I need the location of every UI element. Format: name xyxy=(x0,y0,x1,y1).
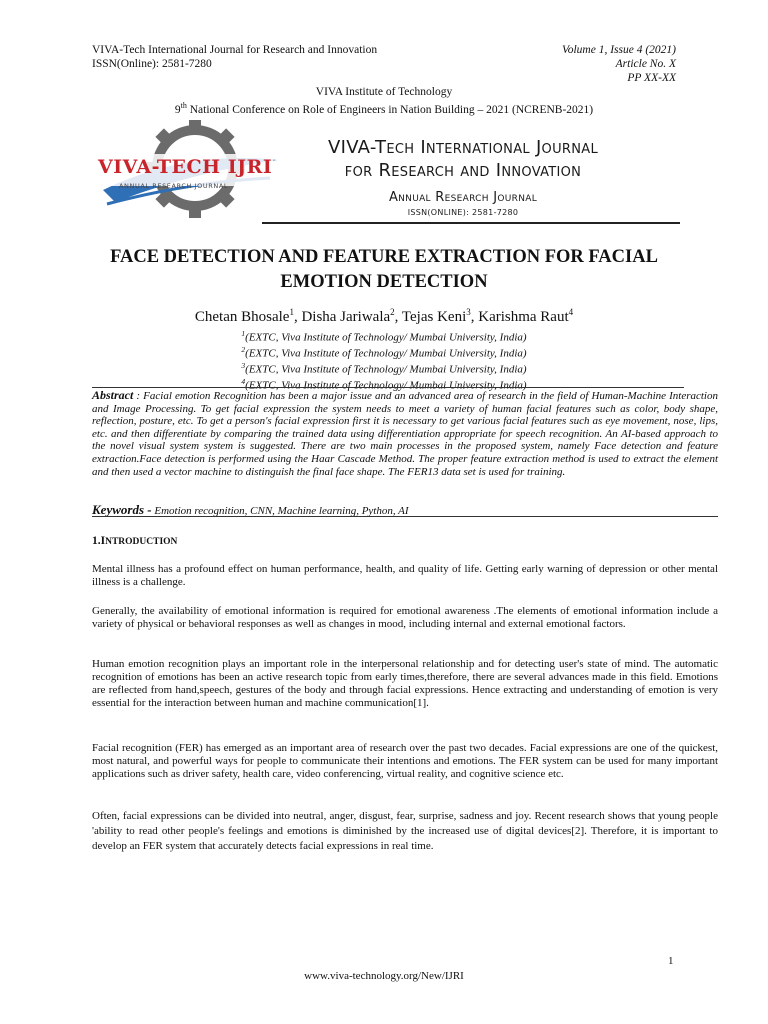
affiliation-line: $^4$(EXTC, Viva Institute of Technology/ Mumbai University, India) xyxy=(241,377,527,393)
keywords-label: Keywords - xyxy=(92,502,152,517)
header-issn: ISSN(Online): 2581-7280 xyxy=(92,58,212,70)
author-list xyxy=(0,307,768,326)
author-affiliation-marker: 1 xyxy=(289,307,294,317)
author-name: Disha Jariwala xyxy=(301,309,391,325)
abstract-bottom-rule xyxy=(92,516,718,517)
author-separator: , xyxy=(470,309,479,325)
abstract-top-rule xyxy=(92,387,684,388)
author-affiliation-marker: 4 xyxy=(568,307,574,317)
journal-logo xyxy=(95,120,285,225)
author-separator: , xyxy=(293,309,302,325)
logo-subtext: ANNUAL RESEARCH JOURNAL xyxy=(119,182,229,190)
abstract-text: : Facial emotion Recognition has been a major issue and an advanced area of research in the field of Human-Machine Interaction and Image Processing. To get facial expression the system needs to meet a variety of human facial features such as color, body shape, reflection, posture, etc. To get a person's facial expression first it is necessary to get various facial features such as eye movement, nose, lips, etc. and then differentiate by comparing the trained data using differentiation appropriate for speech recognition. An AI-based approach to the novel visual system system is suggested. There are two main processes in the proposed system, namely Face detection and feature extraction.Face detection is performed using the Haar Cascade Method. The proper feature extraction method is used to extract the element and then used a vector machine to distinguish the final face shape. The FER13 data set is used for training. xyxy=(92,390,718,478)
intro-paragraph-3: Human emotion recognition plays an important role in the interpersonal relationship and for detecting user's state of mind. The automatic recognition of emotions has been an active research topic from early times,therefore, there are several advances made in this field. Emotions are reflected from hand,speech, gestures of the body and through facial expressions. Hence extracting and understanding of emotion is very essential for the interaction between human and machine communication[1]. xyxy=(92,658,718,709)
header-pages: PP XX-XX xyxy=(627,72,676,84)
intro-paragraph-4: Facial recognition (FER) has emerged as an important area of research over the past two decades. Facial expressions are one of the quickest, most natural, and powerful ways for people to communicate their intentions and emotions. The FER system can be used for many important applications such as driver safety, health care, video conferencing, virtual reality, and cognitive science etc. xyxy=(92,742,718,780)
header-conference: 9th National Conference on Role of Engineers in Nation Building – 2021 (NCRENB-2021) xyxy=(174,101,594,116)
author-separator: , xyxy=(394,309,402,325)
banner-title-line2: for Research and Innovation xyxy=(344,160,582,181)
header-article: Article No. X xyxy=(615,58,676,70)
banner-issn: ISSN(ONLINE): 2581-7280 xyxy=(407,208,519,217)
banner-divider xyxy=(262,222,680,224)
author-name: Chetan Bhosale xyxy=(194,309,290,325)
author-affiliation-marker: 3 xyxy=(466,307,471,317)
affiliation-line: $^1$(EXTC, Viva Institute of Technology/ Mumbai University, India) xyxy=(241,329,527,344)
affiliation-line: $^3$(EXTC, Viva Institute of Technology/ Mumbai University, India) xyxy=(241,361,527,376)
affiliation-line: $^2$(EXTC, Viva Institute of Technology/ Mumbai University, India) xyxy=(241,345,527,360)
header-institute: VIVA Institute of Technology xyxy=(315,86,453,98)
paper-title: FACE DETECTION AND FEATURE EXTRACTION FOR FACIAL EMOTION DETECTION xyxy=(110,247,658,292)
header-volume: Volume 1, Issue 4 (2021) xyxy=(561,44,676,56)
logo-text: VIVA-TECH IJRI xyxy=(98,156,273,178)
page-number: 1 xyxy=(668,955,674,967)
abstract-label: Abstract xyxy=(92,388,134,402)
section-heading-introduction: 1.INTRODUCTION xyxy=(92,535,178,547)
intro-paragraph-5: Often, facial expressions can be divided into neutral, anger, disgust, fear, surprise, sadness and joy. Recent research shows that young people 'ability to read other people's feelings and emotions is diminished by the increased use of digital devices[2]. Therefore, it is important to develop an FER system that accurately detects facial expressions in real time. xyxy=(92,810,718,852)
abstract xyxy=(92,389,718,478)
affiliation-list xyxy=(0,328,768,393)
banner-subtitle: Annual Research Journal xyxy=(388,190,538,205)
footer-url[interactable]: www.viva-technology.org/New/IJRI xyxy=(304,970,464,982)
header-journal-name: VIVA-Tech International Journal for Research and Innovation xyxy=(92,44,378,56)
banner-title-line1: VIVA-Tech International Journal xyxy=(328,137,598,158)
keywords-text: Emotion recognition, CNN, Machine learning, Python, AI xyxy=(154,505,409,517)
author-name: Tejas Keni xyxy=(401,309,467,325)
intro-paragraph-1: Mental illness has a profound effect on human performance, health, and quality of life. Getting early warning of depression or other mental illness is a challenge. xyxy=(92,563,718,588)
author-affiliation-marker: 2 xyxy=(390,307,395,317)
author-name: Karishma Raut xyxy=(478,309,569,325)
intro-paragraph-2: Generally, the availability of emotional information is required for emotional awareness .The elements of emotional information include a variety of physical or behavioral responses as well as changes in mood, including internal and external emotional factors. xyxy=(92,605,718,630)
